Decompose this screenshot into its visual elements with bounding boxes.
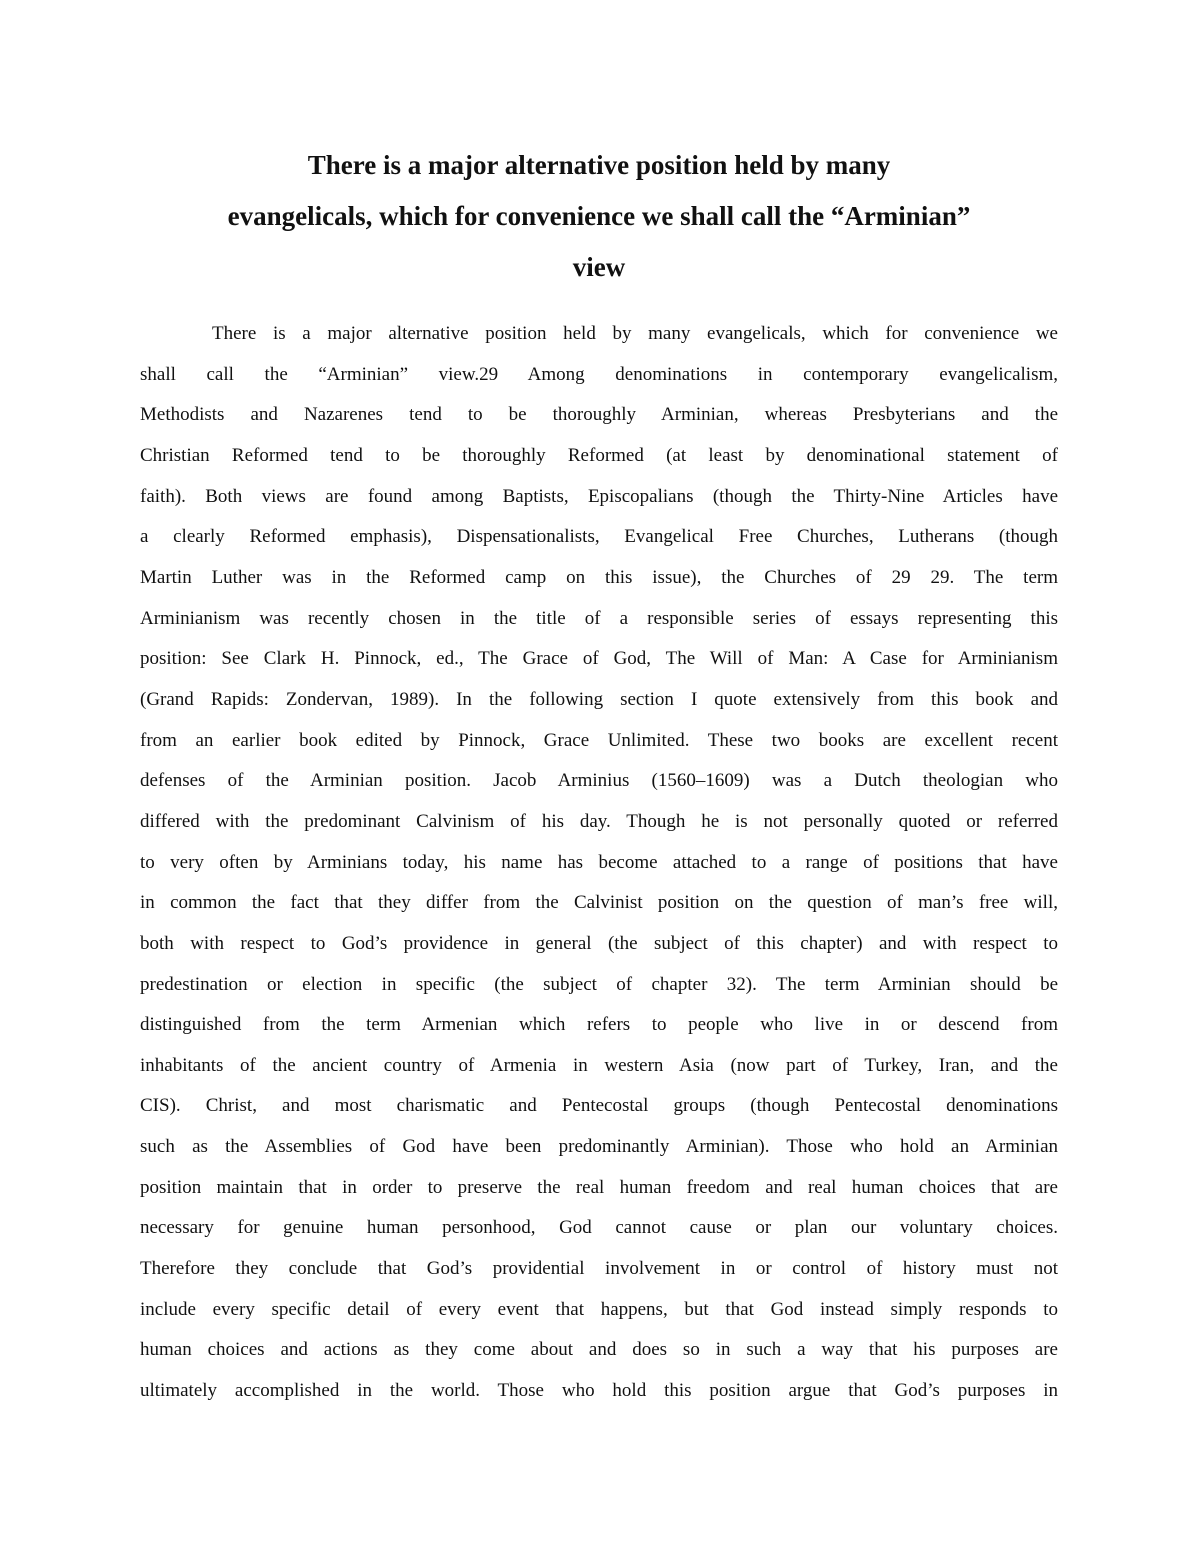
paragraph-line: predestination or election in specific (the subject of chapter 32). The term Arminian should be: [140, 973, 1058, 995]
paragraph-line: shall call the “Arminian” view.29 Among denominations in contemporary evangelicalism,: [140, 363, 1058, 385]
paragraph-line: defenses of the Arminian position. Jacob Arminius (1560–1609) was a Dutch theologian who: [140, 770, 1058, 792]
paragraph-line: (Grand Rapids: Zondervan, 1989). In the following section I quote extensively from this book and: [140, 688, 1058, 710]
paragraph-line: inhabitants of the ancient country of Armenia in western Asia (now part of Turkey, Iran, and the: [140, 1054, 1058, 1076]
paragraph-line: necessary for genuine human personhood, God cannot cause or plan our voluntary choices.: [140, 1217, 1058, 1239]
paragraph-line: Arminianism was recently chosen in the title of a responsible series of essays representing this: [140, 607, 1058, 629]
paragraph-line: distinguished from the term Armenian which refers to people who live in or descend from: [140, 1014, 1058, 1036]
paragraph-line: such as the Assemblies of God have been predominantly Arminian). Those who hold an Arminian: [140, 1136, 1058, 1158]
paragraph-line: There is a major alternative position held by many evangelicals, which for convenience we: [212, 323, 1058, 344]
body-paragraph: [140, 314, 1058, 1412]
paragraph-line: human choices and actions as they come about and does so in such a way that his purposes are: [140, 1339, 1058, 1361]
paragraph-line: differed with the predominant Calvinism of his day. Though he is not personally quoted or referred: [140, 810, 1058, 832]
paragraph-line: in common the fact that they differ from the Calvinist position on the question of man’s free will,: [140, 892, 1058, 914]
title-line: evangelicals, which for convenience we shall call the “Arminian”: [227, 201, 971, 231]
title-line: There is a major alternative position held by many: [307, 150, 891, 180]
paragraph-line: CIS). Christ, and most charismatic and Pentecostal groups (though Pentecostal denominations: [140, 1095, 1058, 1117]
paragraph-line: Christian Reformed tend to be thoroughly Reformed (at least by denominational statement of: [140, 444, 1058, 466]
paragraph-line: Therefore they conclude that God’s providential involvement in or control of history must not: [140, 1258, 1058, 1280]
paragraph-line: from an earlier book edited by Pinnock, Grace Unlimited. These two books are excellent recent: [140, 729, 1058, 751]
paragraph-line: position: See Clark H. Pinnock, ed., The Grace of God, The Will of Man: A Case for Arminianism: [140, 648, 1058, 670]
paragraph-line: to very often by Arminians today, his name has become attached to a range of positions that have: [140, 851, 1058, 873]
paragraph-line: faith). Both views are found among Baptists, Episcopalians (though the Thirty-Nine Articles have: [140, 485, 1058, 507]
paragraph-line: both with respect to God’s providence in general (the subject of this chapter) and with respect to: [140, 932, 1058, 954]
document-title: [140, 140, 1058, 293]
paragraph-line: position maintain that in order to preserve the real human freedom and real human choices that are: [140, 1176, 1058, 1198]
paragraph-line: include every specific detail of every event that happens, but that God instead simply responds to: [140, 1298, 1058, 1320]
paragraph-line: ultimately accomplished in the world. Those who hold this position argue that God’s purposes in: [140, 1380, 1058, 1402]
paragraph-line: Methodists and Nazarenes tend to be thoroughly Arminian, whereas Presbyterians and the: [140, 404, 1058, 426]
paragraph-line: Martin Luther was in the Reformed camp on this issue), the Churches of 29 29. The term: [140, 566, 1058, 588]
title-line: view: [572, 252, 626, 282]
paragraph-line: a clearly Reformed emphasis), Dispensationalists, Evangelical Free Churches, Lutherans (though: [140, 526, 1058, 548]
